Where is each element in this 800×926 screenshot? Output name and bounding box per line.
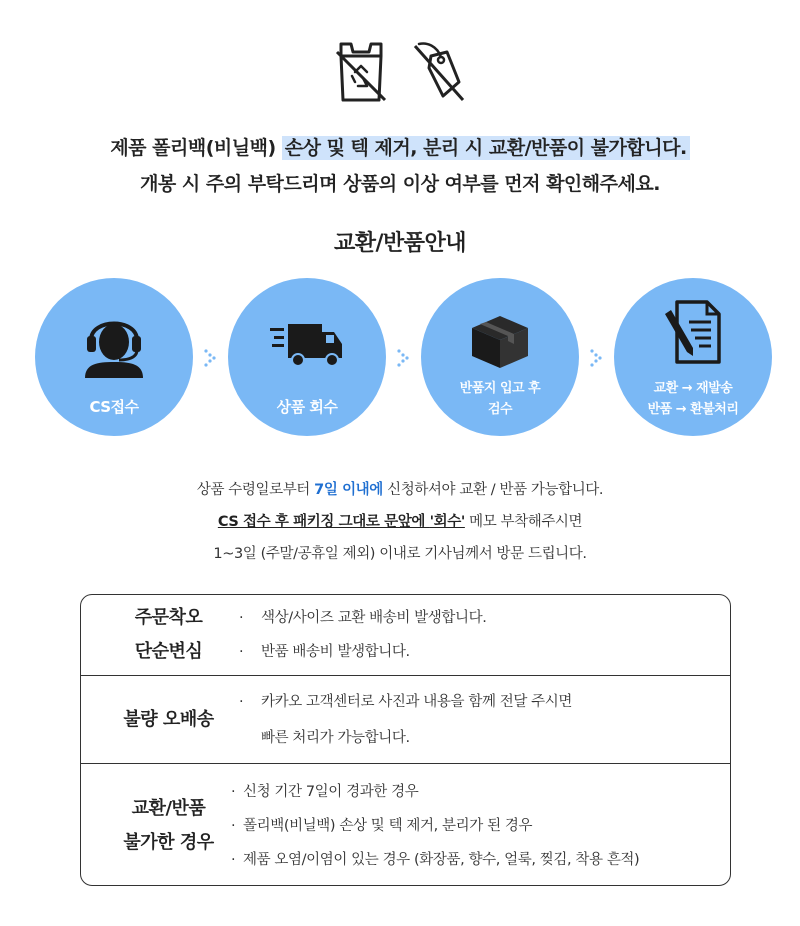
table-row <box>81 595 730 675</box>
policy-table <box>80 594 731 886</box>
notice-line-1: 제품 폴리백(비닐백) 손상 및 텍 제거, 분리 시 교환/반품이 불가합니다. <box>0 130 800 166</box>
row-content: · 신청 기간 7일이 경과한 경우 · 폴리백(비닐백) 손상 및 텍 제거, 분리가 된 경우 · 제품 오염/이염이 있는 경우 (화장품, 향수, 얼룩, 찢김, 착용 흔적) <box>231 783 640 868</box>
chevron-dots-icon <box>203 348 219 368</box>
step-cs <box>35 278 193 436</box>
guide-title: 교환/반품안내 <box>333 231 467 256</box>
chevron-dots-icon <box>589 348 605 368</box>
step-result <box>614 278 772 436</box>
no-plastic-bag-icon <box>333 38 389 104</box>
document-pen-icon <box>663 300 723 366</box>
step-label: 상품 회수 <box>276 398 338 416</box>
step-label: CS접수 <box>89 398 139 416</box>
info-text <box>0 474 800 570</box>
headset-agent-icon <box>81 308 147 378</box>
process-steps <box>0 278 800 438</box>
info-line-1: 상품 수령일로부터 7일 이내에 신청하셔야 교환 / 반품 가능합니다. <box>196 482 604 498</box>
row-heading: 교환/반품 불가한 경우 <box>123 797 214 853</box>
table-row <box>81 763 730 886</box>
info-line-2: CS 접수 후 패키징 그대로 문앞에 '회수' 메모 부착해주시면 <box>217 514 583 530</box>
step-inspection <box>421 278 579 436</box>
box-icon <box>470 314 530 370</box>
warning-icons <box>0 38 800 104</box>
row-content: · 색상/사이즈 교환 배송비 발생합니다. · 반품 배송비 발생합니다. <box>239 610 487 660</box>
row-heading: 불량 오배송 <box>123 708 214 730</box>
row-heading: 주문착오 단순변심 <box>134 607 203 662</box>
step-pickup <box>228 278 386 436</box>
info-line-3: 1~3일 (주말/공휴일 제외) 이내로 기사님께서 방문 드립니다. <box>213 546 587 562</box>
row-content: · 카카오 고객센터로 사진과 내용을 함께 전달 주시면 빠른 처리가 가능합니다. <box>239 693 573 746</box>
notice <box>0 130 800 202</box>
no-tag-removal-icon <box>407 38 467 104</box>
step-label: 교환 → 재발송 반품 → 환불처리 <box>647 381 739 417</box>
step-label: 반품지 입고 후 검수 <box>459 381 541 417</box>
chevron-dots-icon <box>396 348 412 368</box>
notice-line-2: 개봉 시 주의 부탁드리며 상품의 이상 여부를 먼저 확인해주세요. <box>140 173 660 195</box>
table-row <box>81 675 730 763</box>
delivery-truck-icon <box>270 318 344 368</box>
notice-highlight: 손상 및 텍 제거, 분리 시 교환/반품이 불가합니다. <box>282 136 690 160</box>
